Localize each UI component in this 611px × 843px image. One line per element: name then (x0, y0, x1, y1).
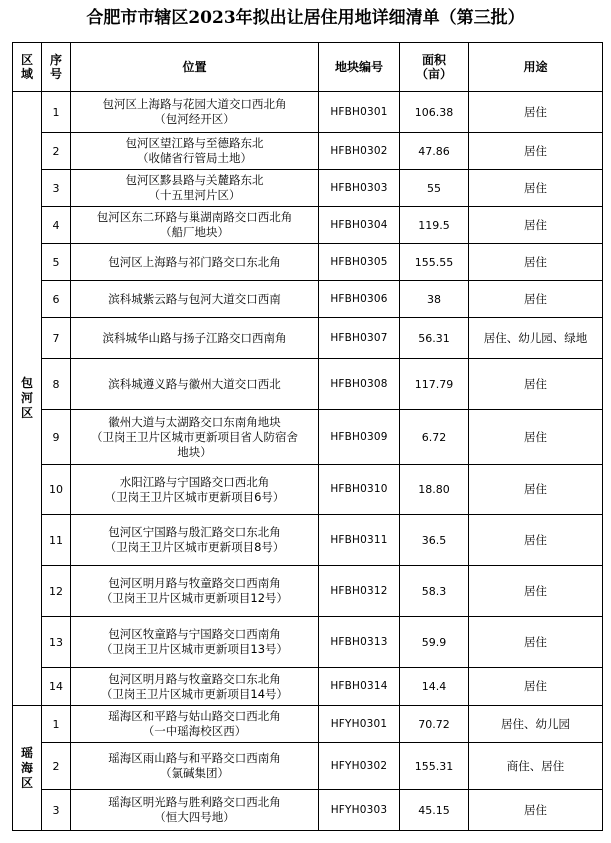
table-row (13, 790, 603, 831)
seq-cell: 4 (42, 207, 71, 244)
code-cell: HFBH0312 (319, 566, 400, 617)
page-title: 合肥市市辖区2023年拟出让居住用地详细清单（第三批） (86, 8, 525, 28)
area-cell: 58.3 (400, 566, 469, 617)
seq-cell: 11 (42, 515, 71, 566)
area-cell: 155.55 (400, 244, 469, 281)
location-cell: 包河区东二环路与巢湖南路交口西北角 （船厂地块） (71, 207, 319, 244)
header-code: 地块编号 (319, 43, 400, 92)
location-cell: 包河区牧童路与宁国路交口西南角 （卫岗王卫片区城市更新项目13号） (71, 617, 319, 668)
use-cell: 居住 (469, 410, 603, 465)
seq-cell: 6 (42, 281, 71, 318)
location-cell: 瑶海区和平路与姑山路交口西北角 （一中瑶海校区西） (71, 706, 319, 743)
location-cell: 包河区上海路与花园大道交口西北角 （包河经开区） (71, 92, 319, 133)
location-cell: 包河区上海路与祁门路交口东北角 (71, 244, 319, 281)
header-seq: 序 号 (42, 43, 71, 92)
district-cell: 瑶 海 区 (13, 706, 42, 831)
location-cell: 包河区黟县路与关麓路东北 （十五里河片区） (71, 170, 319, 207)
table-row (13, 133, 603, 170)
use-cell: 居住 (469, 465, 603, 515)
table-row (13, 566, 603, 617)
use-cell: 居住 (469, 790, 603, 831)
use-cell: 居住、幼儿园 (469, 706, 603, 743)
seq-cell: 10 (42, 465, 71, 515)
code-cell: HFBH0305 (319, 244, 400, 281)
area-cell: 117.79 (400, 359, 469, 410)
code-cell: HFBH0309 (319, 410, 400, 465)
area-cell: 59.9 (400, 617, 469, 668)
table-row (13, 92, 603, 133)
area-cell: 55 (400, 170, 469, 207)
location-cell: 包河区明月路与牧童路交口东北角 （卫岗王卫片区城市更新项目14号） (71, 668, 319, 706)
location-cell: 包河区望江路与至德路东北 （收储省行管局土地） (71, 133, 319, 170)
seq-cell: 3 (42, 170, 71, 207)
location-cell: 滨科城紫云路与包河大道交口西南 (71, 281, 319, 318)
seq-cell: 9 (42, 410, 71, 465)
table-row (13, 668, 603, 706)
use-cell: 居住 (469, 668, 603, 706)
location-cell: 瑶海区雨山路与和平路交口西南角 （氯碱集团） (71, 743, 319, 790)
header-area: 面积 （亩） (400, 43, 469, 92)
location-cell: 滨科城遵义路与徽州大道交口西北 (71, 359, 319, 410)
table-row (13, 617, 603, 668)
table-row (13, 706, 603, 743)
seq-cell: 5 (42, 244, 71, 281)
area-cell: 6.72 (400, 410, 469, 465)
table-row (13, 244, 603, 281)
header-use: 用途 (469, 43, 603, 92)
seq-cell: 3 (42, 790, 71, 831)
code-cell: HFBH0314 (319, 668, 400, 706)
table-row (13, 318, 603, 359)
area-cell: 14.4 (400, 668, 469, 706)
seq-cell: 8 (42, 359, 71, 410)
use-cell: 居住 (469, 207, 603, 244)
area-cell: 18.80 (400, 465, 469, 515)
use-cell: 居住 (469, 281, 603, 318)
area-cell: 106.38 (400, 92, 469, 133)
location-cell: 瑶海区明光路与胜利路交口西北角 （恒大四号地） (71, 790, 319, 831)
seq-cell: 13 (42, 617, 71, 668)
area-cell: 36.5 (400, 515, 469, 566)
area-cell: 56.31 (400, 318, 469, 359)
location-cell: 水阳江路与宁国路交口西北角 （卫岗王卫片区城市更新项目6号） (71, 465, 319, 515)
code-cell: HFYH0302 (319, 743, 400, 790)
code-cell: HFYH0303 (319, 790, 400, 831)
header-location: 位置 (71, 43, 319, 92)
code-cell: HFBH0306 (319, 281, 400, 318)
table-row (13, 170, 603, 207)
header-row (13, 43, 603, 92)
district-cell: 包 河 区 (13, 92, 42, 706)
area-cell: 70.72 (400, 706, 469, 743)
land-list-table (12, 42, 603, 831)
table-row (13, 515, 603, 566)
code-cell: HFBH0311 (319, 515, 400, 566)
seq-cell: 14 (42, 668, 71, 706)
code-cell: HFBH0310 (319, 465, 400, 515)
seq-cell: 1 (42, 706, 71, 743)
use-cell: 居住 (469, 92, 603, 133)
location-cell: 滨科城华山路与扬子江路交口西南角 (71, 318, 319, 359)
table-row (13, 410, 603, 465)
table-row (13, 281, 603, 318)
location-cell: 包河区明月路与牧童路交口西南角 （卫岗王卫片区城市更新项目12号） (71, 566, 319, 617)
table-body (13, 92, 603, 831)
code-cell: HFBH0303 (319, 170, 400, 207)
table-row (13, 465, 603, 515)
code-cell: HFBH0301 (319, 92, 400, 133)
table-row (13, 359, 603, 410)
code-cell: HFBH0302 (319, 133, 400, 170)
code-cell: HFBH0313 (319, 617, 400, 668)
table-row (13, 743, 603, 790)
area-cell: 45.15 (400, 790, 469, 831)
table-row (13, 207, 603, 244)
code-cell: HFBH0308 (319, 359, 400, 410)
use-cell: 居住、幼儿园、绿地 (469, 318, 603, 359)
code-cell: HFBH0307 (319, 318, 400, 359)
area-cell: 155.31 (400, 743, 469, 790)
seq-cell: 1 (42, 92, 71, 133)
location-cell: 包河区宁国路与殷汇路交口东北角 （卫岗王卫片区城市更新项目8号） (71, 515, 319, 566)
location-cell: 徽州大道与太湖路交口东南角地块 （卫岗王卫片区城市更新项目省人防宿舍 地块） (71, 410, 319, 465)
area-cell: 38 (400, 281, 469, 318)
code-cell: HFYH0301 (319, 706, 400, 743)
use-cell: 居住 (469, 133, 603, 170)
use-cell: 商住、居住 (469, 743, 603, 790)
use-cell: 居住 (469, 359, 603, 410)
seq-cell: 12 (42, 566, 71, 617)
header-district: 区 域 (13, 43, 42, 92)
use-cell: 居住 (469, 617, 603, 668)
use-cell: 居住 (469, 515, 603, 566)
use-cell: 居住 (469, 566, 603, 617)
seq-cell: 7 (42, 318, 71, 359)
area-cell: 119.5 (400, 207, 469, 244)
use-cell: 居住 (469, 244, 603, 281)
code-cell: HFBH0304 (319, 207, 400, 244)
seq-cell: 2 (42, 743, 71, 790)
use-cell: 居住 (469, 170, 603, 207)
area-cell: 47.86 (400, 133, 469, 170)
seq-cell: 2 (42, 133, 71, 170)
